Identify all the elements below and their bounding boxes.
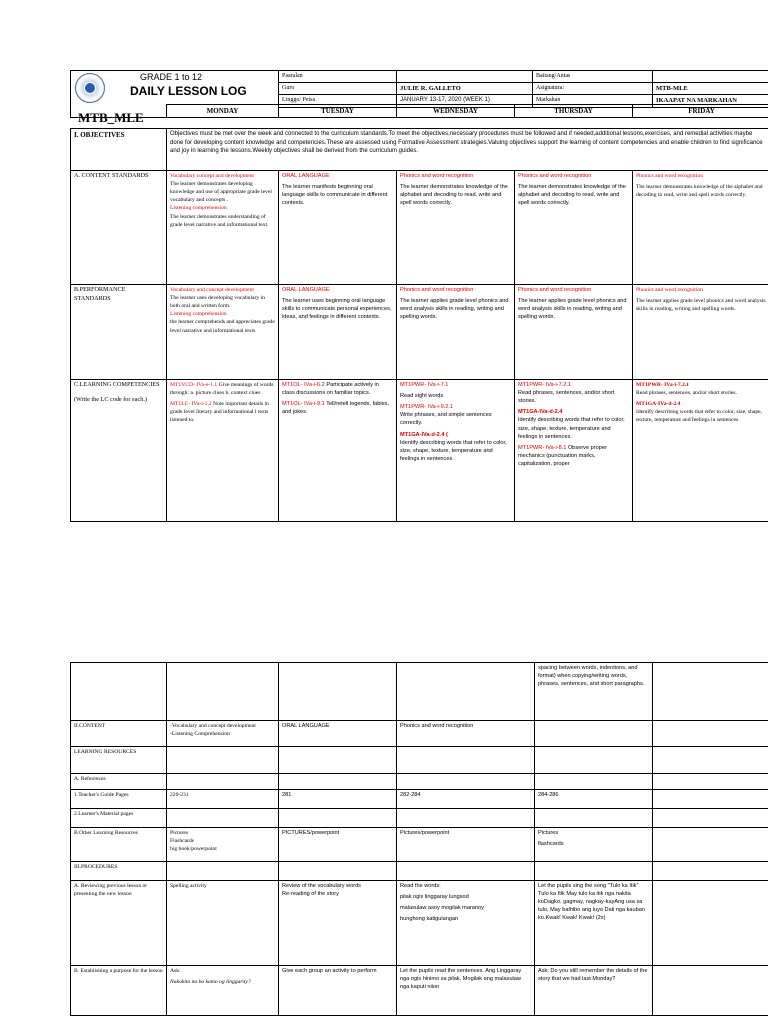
lc-thursday-code-3: MT1PWR- IVa-i-8.1 [518,444,567,451]
asignatura-label: Asignatura: [533,82,653,94]
tg-wednesday: 282-284 [397,790,535,809]
ps-thursday-heading: Phonics and word recognition [518,287,592,293]
ps-thursday-text: The learner applies grade level phonics and word analysis skills in reading, writing and spelling words. [518,298,627,321]
cs-wednesday-heading: Phonics and word recognition [400,173,474,179]
tg-label: 1.Teacher's Guide Pages [71,790,167,809]
review-monday: Spelling activity [167,881,279,966]
cs-tuesday-text: The learner manifests beginning oral language skills to communicate in different contexts. [282,184,388,207]
grade-label: GRADE 1 to 12 [140,72,203,82]
tg-tuesday: 281 [279,790,397,809]
review-wednesday: Read the words: [400,883,441,889]
ps-friday-text: The learner applies grade level phonics and word analysis skills in reading, writing and spelling words. [636,298,766,313]
other-thursday-2: flashcards [538,841,564,848]
lc-wednesday-text: Read sight words [400,393,444,400]
cs-monday-heading-2: Listening comprehension [170,205,227,212]
ps-tuesday-text: The learner uses beginning oral language skills to communicate personal experiences, ideas, and feelings in different contexts. [282,298,392,321]
markahan-label: Markahan [533,95,653,107]
paaralan-label: Paaralan [279,71,397,83]
ps-monday-heading: Vocabulary and concept development [170,287,254,293]
tg-thursday: 284-286 [535,790,653,809]
lc-thursday-continuation: spacing between words, indentions, and format) when copying/writing words, phrases, sentences, and short paragraphs. [535,663,653,721]
lc-friday-text-2: Identify describing words that refer to color, size, shape, texture, temperature and feelings in sentences. [636,409,763,424]
content-wednesday: Phonics and word recognition [397,721,535,747]
lc-thursday-text-3: Observe proper mechanics (punctuation marks, capitalization, proper [518,444,607,467]
review-label: A. Reviewing previous lesson or presenting the new lesson [71,881,167,966]
other-thursday: Pictures [538,830,559,836]
objectives-table [70,128,768,522]
ps-wednesday-heading: Phonics and word recognition [400,287,474,293]
ps-monday-text: The learner uses developing vocabulary in both oral and written form. [170,295,265,310]
cs-tuesday-heading: ORAL LANGUAGE [282,173,330,179]
cs-friday-text: The learner demonstrates knowledge of the alphabet and decoding to read, write and spell words correctly. [636,184,763,199]
resources-label: LEARNING RESOURCES [71,747,167,774]
other-monday: Pictures Flashcards big book/powerpoint [167,828,279,862]
references-label: A. References [71,774,167,790]
cs-thursday-heading: Phonics and word recognition [518,173,592,179]
lc-wednesday-text-3: Identify describing words that refer to color, size, shape, texture, temperature and feelings in sentences. [400,439,507,462]
other-tuesday: PICTURES/powerpoint [279,828,397,862]
purpose-wednesday: Let the pupils read the sentences. Ang Linggaray nga ogis hinimo sa pilak. Mogilak ang malasulaw nga kaputi niion [397,966,535,1016]
day-thursday: THURSDAY [515,105,633,118]
other-wednesday: Pictures/powerpoint [397,828,535,862]
review-wednesday-4: hunghong katigulangan [400,916,459,923]
tg-monday: 229-231 [167,790,279,809]
subject-code: MTB_MLE [78,110,144,125]
lc-monday-code-2: MT1LC- IVa-i-1.2 [170,401,212,408]
procedures-label: III.PROCEDURES [71,862,167,881]
cs-monday-text: The learner demonstrates developing knowledge and use of appropriate grade level vocabulary and concepts . [170,181,272,204]
purpose-label: B. Establishing a purpose for the lesson [71,966,167,1016]
ps-friday-heading: Phonics and word recognition [636,287,703,293]
lc-tuesday-text-2: Tell/retell legends, fables, and jokes. [282,401,390,416]
lc-thursday-code: MT1PWR- IVa-i-7.2.1 [518,382,572,388]
performance-standards-label: B.PERFORMANCE STANDARDS [71,285,167,380]
guro-value: JULIE R. GALLETO [397,82,533,94]
ps-wednesday-text: The learner applies grade level phonics and word analysis skills in reading, writing and spelling words. [400,298,509,321]
review-tuesday: Review of the vocabulary words Re-reading of the story [279,881,397,966]
ps-monday-text-2: the learner comprehends and appreciates grade level narrative and informational texts [170,319,275,334]
purpose-tuesday: Give each group an activity to perform [279,966,397,1016]
review-wednesday-2: pilak ogis linggaray lungsod [400,894,469,901]
competencies-label: C.LEARNING COMPETENCIES [74,381,160,388]
lc-wednesday-code-3: MT1GA-IVa-d-2.4 ( [400,431,448,438]
cs-monday-heading: Vocabulary concept and development [170,173,254,179]
cs-friday-heading: Phonics and word recognition [636,173,703,179]
lc-wednesday-code: MT1PWR- IVa-i-7.1 [400,382,449,388]
guro-label: Guro [279,82,397,94]
lc-wednesday-code-2: MT1PWR- IVa-i-9.2.1 [400,404,454,411]
review-wednesday-3: malasulaw asoy mogilak maranoy [400,905,484,912]
content-tuesday: ORAL LANGUAGE [279,721,397,747]
content-label: II.CONTENT [71,721,167,747]
content-standards-label: A. CONTENT STANDARDS [71,171,167,285]
day-friday: FRIDAY [633,105,768,118]
cs-wednesday-text: The learner demonstrates knowledge of the alphabet and decoding to read, write and spell words correctly. [400,184,508,207]
review-thursday: Let the pupils sing the song "Tulo ka Itik" Tulo ka Itik May tulo ka itik nga nakita koDagko, gagmay, nagkay-kayAng usa sa tulo, May balhibo ang luyo Dali nga kauban ko.Kwak! Kwak! Kwak! (2x) [535,881,653,966]
cs-monday-text-2: The learner demonstrates understanding of grade level narrative and informational text. [170,213,269,228]
lc-monday-text-2: Note important details in grade level literary and informational l texts listened to. [170,401,269,424]
markahan-value: IKAAPAT NA MARKAHAN [653,95,768,107]
lc-thursday-code-2: MT1GA-IVa-d-2.4 [518,409,563,416]
day-monday: MONDAY [167,105,279,118]
other-resources-label: B.Other Learning Resources [71,828,167,862]
objectives-label: I. OBJECTIVES [71,129,167,171]
lc-tuesday-text: Participate actively in class discussions on familiar topics. [282,382,379,397]
ps-monday-heading-2: Listening comprehension [170,311,227,318]
day-wednesday: WEDNESDAY [397,105,515,118]
days-row [70,104,768,118]
lm-label: 2.Learner's Material pages [71,809,167,828]
lc-friday-code-2: MT1GA-IVa-d-2.4 [636,401,681,408]
lc-wednesday-text-2: Write phrases, and simple sentences correctly. [400,412,492,427]
lc-monday-text: Give meanings of words through: a. picture clues b. context clues [170,382,274,397]
purpose-monday: Ask: [170,968,181,974]
lc-tuesday-code-2: MT1OL- IVa-i-9.1 [282,401,325,408]
lc-friday-text: Read phrases, sentences, and/or short stories. [636,390,737,397]
lc-thursday-text-2: Identify describing words that refer to color, size, shape, texture, temperature and feelings in sentences. [518,417,625,440]
baitang-label: Baitang/Antas [533,71,653,83]
lc-friday-code: MT1PWR- IVa-i-7.2.1 [636,382,690,388]
ps-tuesday-heading: ORAL LANGUAGE [282,287,330,293]
header-table [70,70,768,108]
day-tuesday: TUESDAY [279,105,397,118]
purpose-thursday: Ask: Do you still remember the details of the story that we had last Monday? [535,966,653,1016]
cs-thursday-text: The learner demonstrates knowledge of the alphabet and decoding to read, write and spell words correctly. [518,184,626,207]
linggo-label: Linggo/ Petsa [279,95,397,107]
competencies-sublabel: (Write the LC code for each.) [74,395,147,403]
page-title: DAILY LESSON LOG [130,84,247,98]
purpose-monday-2: Nakakita na ba kamo og linggaray? [170,979,251,986]
asignatura-value: MTB-MLE [653,82,768,94]
content-monday: -Vocabulary and concept development -Listening Comprehension [167,721,279,747]
lc-thursday-text: Read phrases, sentences, and/or short stories. [518,390,615,405]
content-table [70,662,768,1016]
linggo-value: JANUARY 13-17, 2020 (WEEK 1) [397,95,533,107]
lc-monday-code: MT1VCD- IVa-e-1.1 [170,382,218,388]
objectives-text: Objectives must be met over the week and connected to the curriculum standards.To meet the objectives,necessary procedures must be followed and if needed,additional lessons,exercises, and remedial activities maybe done for developing content knowledge and competencies.These are assessed using Formative Assessment strategies.Valuing objectives support the learning of content competencies and enable children to find significance and joy in learning the lessons.Weekly objectives shall be derived from the curriculum guides. [167,129,768,171]
lc-tuesday-code: MT1OL- IVa-i-6.2 [282,382,325,388]
